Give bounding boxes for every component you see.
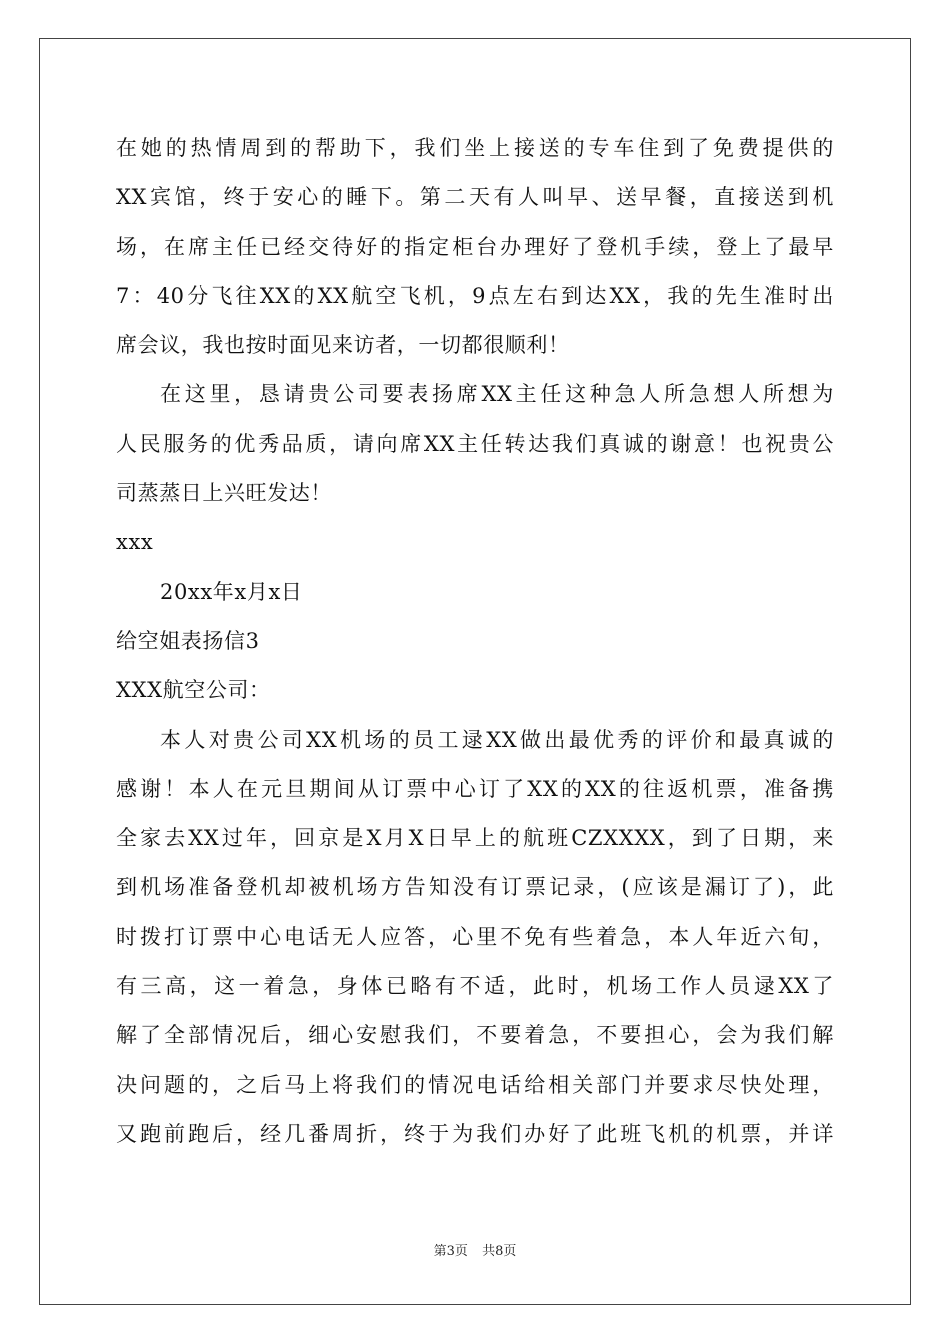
text-line: 7：40分飞往XX的XX航空飞机，9点左右到达XX，我的先生准时出 — [116, 283, 834, 308]
page-total: 共8页 — [482, 1244, 517, 1259]
page-footer — [0, 1240, 950, 1259]
salutation-line: XXX航空公司： — [116, 678, 271, 703]
text-line: XX宾馆，终于安心的睡下。第二天有人叫早、送早餐，直接送到机 — [116, 185, 834, 210]
signature-line: xxx — [116, 530, 154, 555]
text-line: 司蒸蒸日上兴旺发达！ — [116, 481, 332, 506]
text-line: 到机场准备登机却被机场方告知没有订票记录，(应该是漏订了)，此 — [116, 875, 834, 900]
text-line: 人民服务的优秀品质，请向席XX主任转达我们真诚的谢意！也祝贵公 — [116, 431, 834, 456]
text-line: 在她的热情周到的帮助下，我们坐上接送的专车住到了免费提供的 — [116, 136, 834, 160]
text-line: 全家去XX过年，回京是X月X日早上的航班CZXXXX，到了日期，来 — [116, 826, 834, 851]
text-line: 本人对贵公司XX机场的员工逯XX做出最优秀的评价和最真诚的 — [160, 727, 834, 752]
document-body — [116, 124, 836, 1159]
text-line: 席会议，我也按时面见来访者，一切都很顺利！ — [116, 333, 570, 358]
text-line: 场，在席主任已经交待好的指定柜台办理好了登机手续，登上了最早 — [116, 234, 834, 259]
text-line: 又跑前跑后，经几番周折，终于为我们办好了此班飞机的机票，并详 — [116, 1121, 834, 1146]
text-line: 解了全部情况后，细心安慰我们，不要着急，不要担心，会为我们解 — [116, 1023, 834, 1048]
text-line: 在这里，恳请贵公司要表扬席XX主任这种急人所急想人所想为 — [160, 382, 834, 407]
text-line: 有三高，这一着急，身体已略有不适，此时，机场工作人员逯XX了 — [116, 974, 834, 999]
text-line: 时拨打订票中心电话无人应答，心里不免有些着急，本人年近六旬， — [116, 924, 834, 949]
section-title: 给空姐表扬信3 — [116, 628, 260, 653]
text-line: 决问题的，之后马上将我们的情况电话给相关部门并要求尽快处理， — [116, 1072, 834, 1097]
page-number: 第3页 — [433, 1244, 468, 1259]
date-line: 20xx年x月x日 — [160, 579, 303, 604]
text-line: 感谢！本人在元旦期间从订票中心订了XX的XX的往返机票，准备携 — [116, 776, 834, 801]
